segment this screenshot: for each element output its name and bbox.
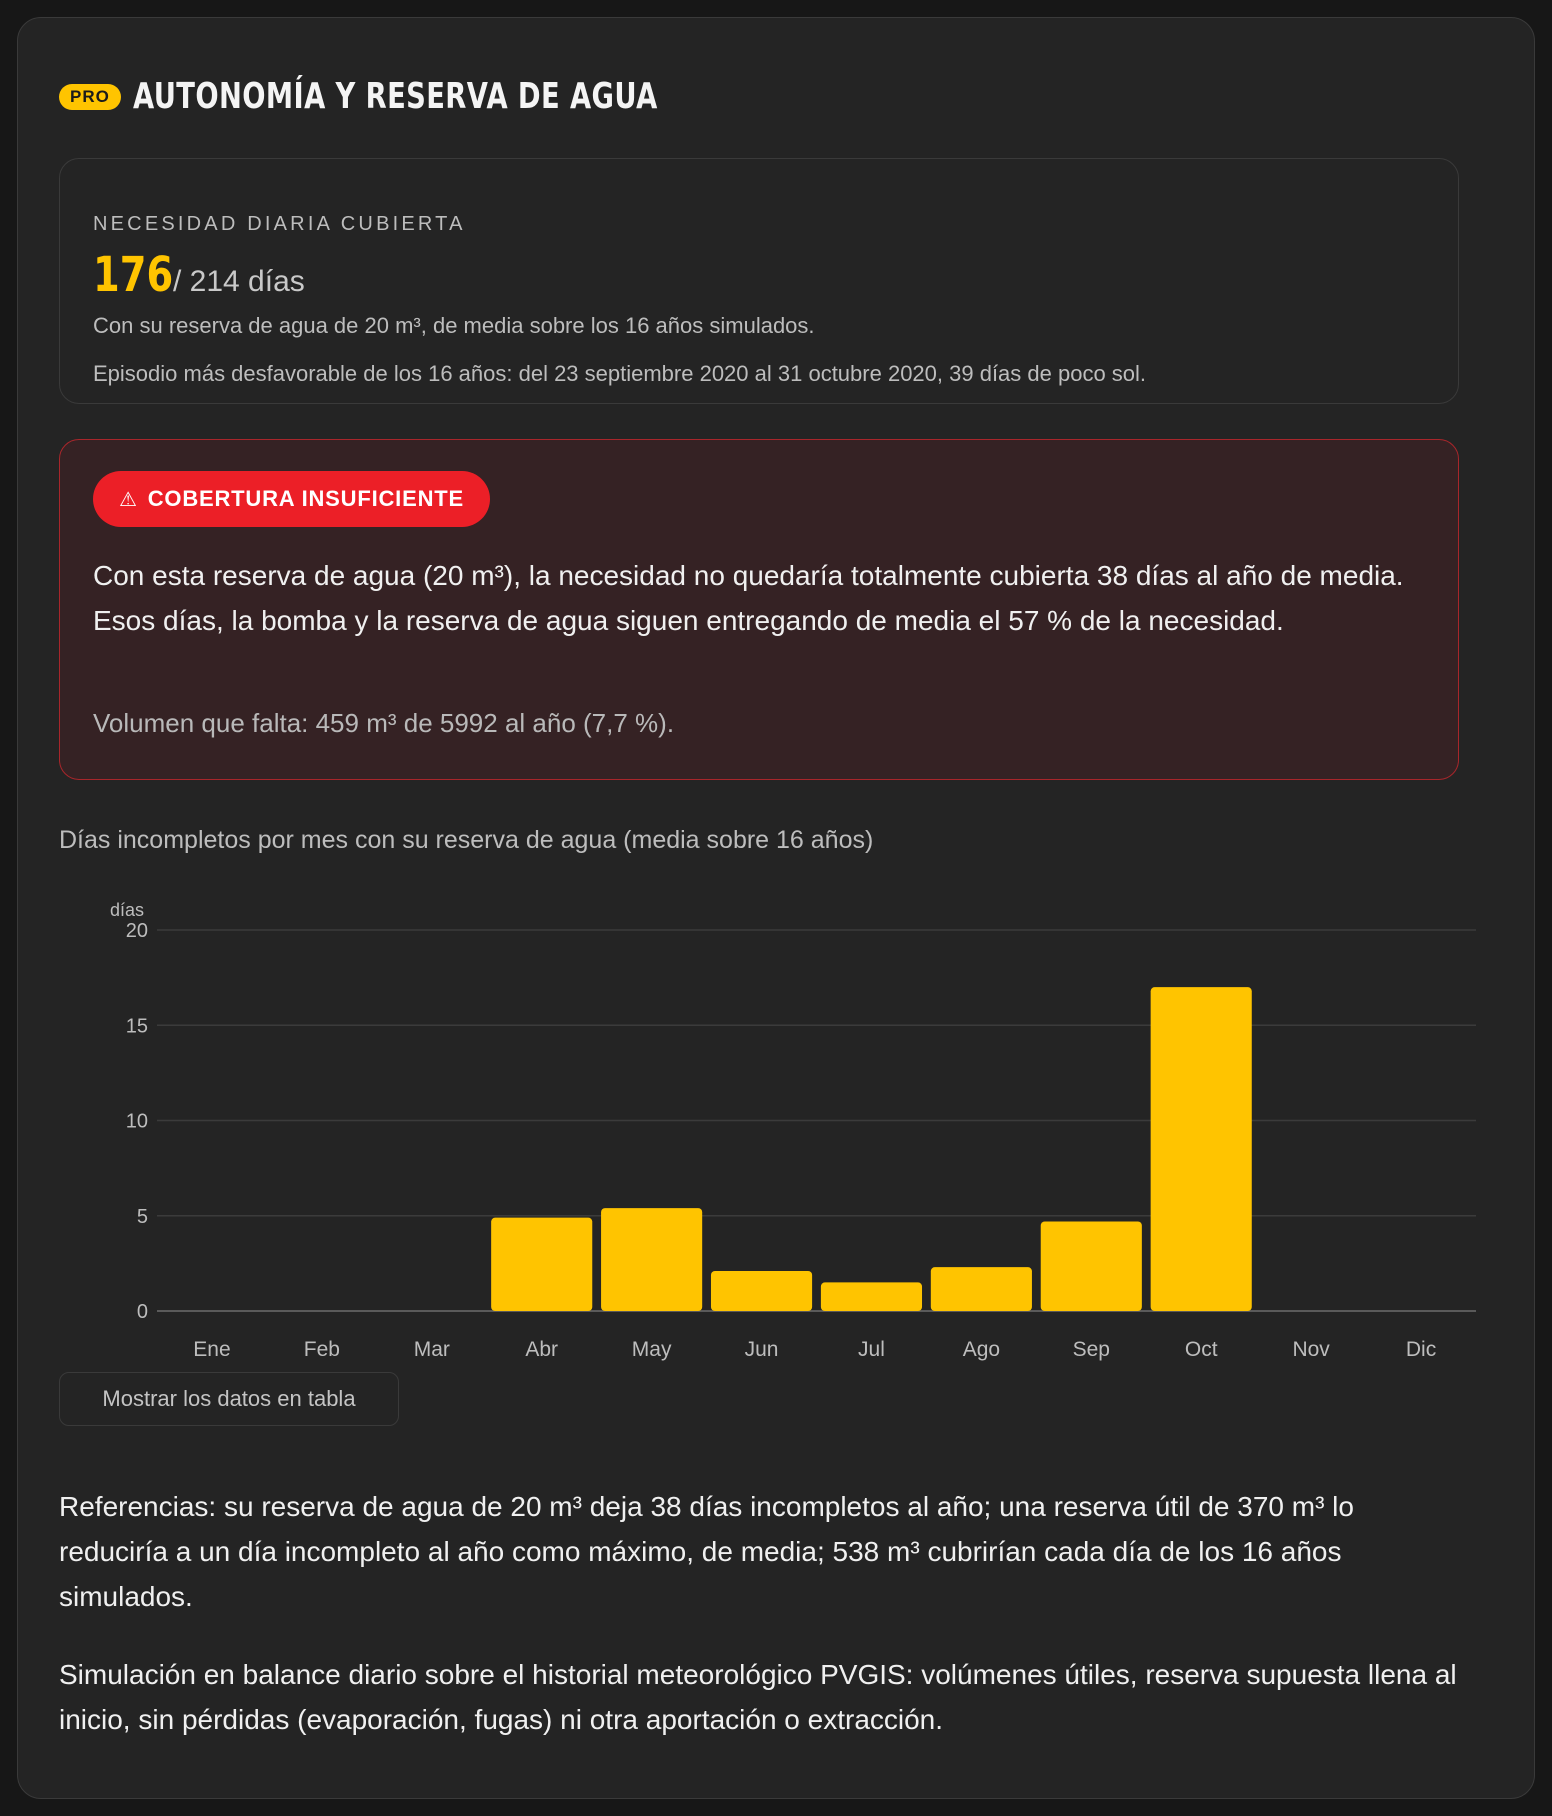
warning-triangle-icon: ⚠ xyxy=(119,488,138,511)
x-tick-label: Ago xyxy=(962,1338,1001,1361)
bar-jun xyxy=(711,1271,812,1311)
y-tick-label: 20 xyxy=(125,920,148,942)
chart-caption: Días incompletos por mes con su reserva de agua (media sobre 16 años) xyxy=(59,826,874,854)
bar-sep xyxy=(1041,1221,1142,1311)
coverage-line-reserve: Con su reserva de agua de 20 m³, de media sobre los 16 años simulados. xyxy=(93,313,815,338)
references-text: Referencias: su reserva de agua de 20 m³ deja 38 días incompletos al año; una reserva útil de 370 m³ lo reduciría a un día incompleto al año como máximo, de media; 538 m³ cubrirían cada día de los 16 años simulados. xyxy=(59,1491,1354,1612)
bar-may xyxy=(601,1208,702,1311)
coverage-kicker: NECESIDAD DIARIA CUBIERTA xyxy=(93,213,466,235)
x-tick-label: Oct xyxy=(1184,1338,1218,1361)
x-tick-label: Nov xyxy=(1292,1338,1330,1361)
bar-abr xyxy=(491,1218,592,1311)
x-tick-label: Mar xyxy=(413,1338,450,1361)
warning-text: Con esta reserva de agua (20 m³), la necesidad no quedaría totalmente cubierta 38 días al año de media. Esos días, la bomba y la reserva de agua siguen entregando de media el 57 % de la necesidad. xyxy=(93,560,1404,636)
x-tick-label: May xyxy=(631,1338,672,1361)
simulation-note: Simulación en balance diario sobre el historial meteorológico PVGIS: volúmenes útiles, reserva supuesta llena al inicio, sin pérdidas (evaporación, fugas) ni otra aportación o extracción. xyxy=(59,1659,1457,1735)
missing-volume: Volumen que falta: 459 m³ de 5992 al año (7,7 %). xyxy=(93,708,675,738)
x-tick-label: Jun xyxy=(744,1338,779,1361)
y-axis-label: días xyxy=(110,900,145,920)
x-tick-label: Abr xyxy=(525,1338,559,1361)
y-tick-label: 15 xyxy=(125,1015,148,1038)
x-tick-label: Sep xyxy=(1072,1338,1110,1361)
card-title: AUTONOMÍA Y RESERVA DE AGUA xyxy=(132,76,658,117)
y-tick-label: 10 xyxy=(125,1110,148,1133)
pro-badge: PRO xyxy=(59,84,121,110)
y-tick-label: 5 xyxy=(136,1205,148,1228)
warning-badge-label: COBERTURA INSUFICIENTE xyxy=(147,486,464,511)
x-tick-label: Feb xyxy=(303,1338,340,1361)
bar-oct xyxy=(1151,987,1252,1311)
y-tick-label: 0 xyxy=(136,1301,148,1323)
bar-ago xyxy=(931,1267,1032,1311)
x-tick-label: Jul xyxy=(858,1338,885,1361)
x-tick-label: Ene xyxy=(193,1338,231,1361)
days-covered: 176 xyxy=(93,247,174,303)
days-total: / 214 días xyxy=(173,265,305,298)
coverage-line-episode: Episodio más desfavorable de los 16 años: del 23 septiembre 2020 al 31 octubre 2020, 39 días de poco sol. xyxy=(93,361,1147,386)
show-table-button[interactable]: Mostrar los datos en tabla xyxy=(59,1372,399,1426)
x-tick-label: Dic xyxy=(1405,1338,1437,1361)
bar-jul xyxy=(821,1282,922,1311)
